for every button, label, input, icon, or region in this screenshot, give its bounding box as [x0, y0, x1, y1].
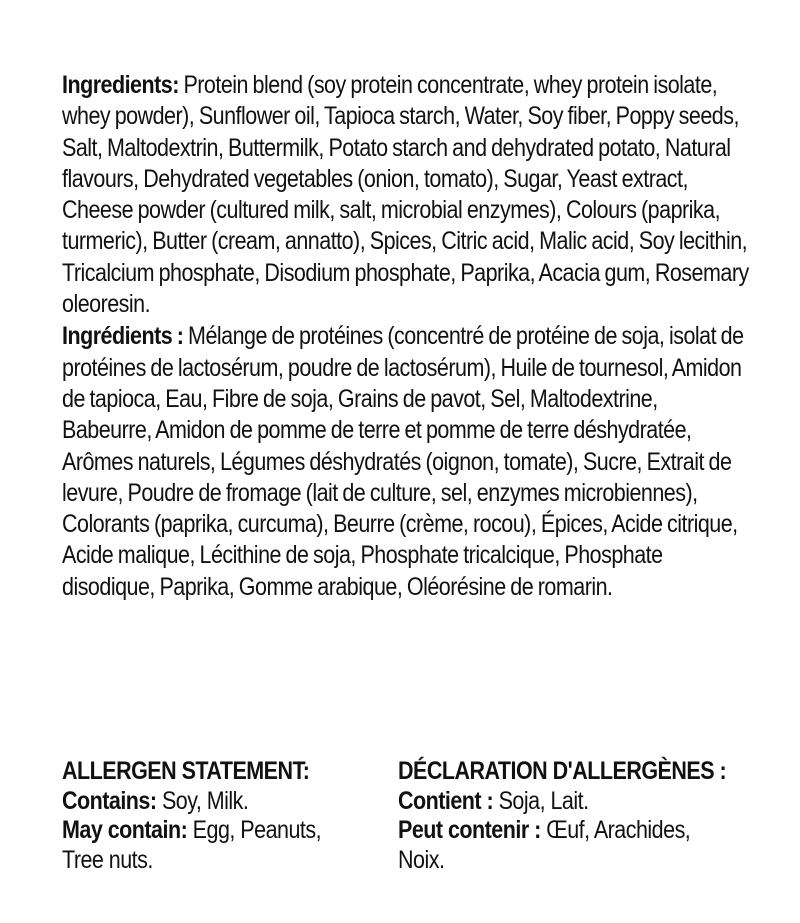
ingredients-english-text: Protein blend (soy protein concentrate, whey protein isolate, whey powder), Sunflower oil, Tapioca starch, Water, Soy fiber, Poppy seeds, Salt, Maltodextrin, Buttermilk, Potato starch and dehydrated potato, Natural flavours, Dehydrated vegetables (onion, tomato), Sugar, Yeast extract, Cheese powder (cultured milk, salt, microbial enzymes), Colours (paprika, turmeric), Butter (cream, annatto), Spices, Citric acid, Malic acid, Soy lecithin, Tricalcium phosphate, Disodium phosphate, Paprika, Acacia gum, Rosemary oleoresin.	[62, 71, 749, 319]
allergen-statement-title: ALLERGEN STATEMENT:	[62, 757, 310, 785]
contains-value: Soy, Milk.	[156, 786, 249, 815]
ingredients-english-heading: Ingredients:	[62, 71, 179, 99]
contient-value: Soja, Lait.	[493, 786, 589, 815]
contient-label: Contient :	[398, 786, 494, 815]
contient-line	[398, 787, 742, 817]
ingredients-french-heading: Ingrédients :	[62, 322, 184, 351]
may-contain-label: May contain:	[62, 816, 188, 844]
contains-line	[62, 787, 354, 817]
allergen-statement-english	[62, 757, 354, 875]
ingredients-english	[62, 70, 750, 320]
ingredients-french-text: Mélange de protéines (concentré de protéine de soja, isolat de protéines de lactosérum, poudre de lactosérum), Huile de tournesol, Amidon de tapioca, Eau, Fibre de soja, Grains de pavot, Sel, Maltodextrine, Babeurre, Amidon de pomme de terre et pomme de terre déshydratée, Arômes naturels, Légumes déshydratés (oignon, tomate), Sucre, Extrait de levure, Poudre de fromage (lait de culture, sel, enzymes microbiennes), Colorants (paprika, curcuma), Beurre (crème, rocou), Épices, Acide citrique, Acide malique, Lécithine de soja, Phosphate tricalcique, Phosphate disodique, Paprika, Gomme arabique, Oléorésine de romarin.	[62, 322, 744, 601]
peut-contenir-label: Peut contenir :	[398, 816, 541, 844]
allergen-statement-french	[398, 757, 742, 875]
may-contain-line	[62, 816, 354, 875]
peut-contenir-value: Œuf, Arachides, Noix.	[398, 816, 691, 874]
allergen-declaration-title: DÉCLARATION D'ALLERGÈNES :	[398, 757, 727, 785]
ingredient-label	[62, 70, 752, 603]
may-contain-value: Egg, Peanuts, Tree nuts.	[62, 816, 322, 874]
contains-label: Contains:	[62, 786, 157, 815]
ingredients-french	[62, 321, 750, 603]
peut-contenir-line	[398, 816, 742, 875]
